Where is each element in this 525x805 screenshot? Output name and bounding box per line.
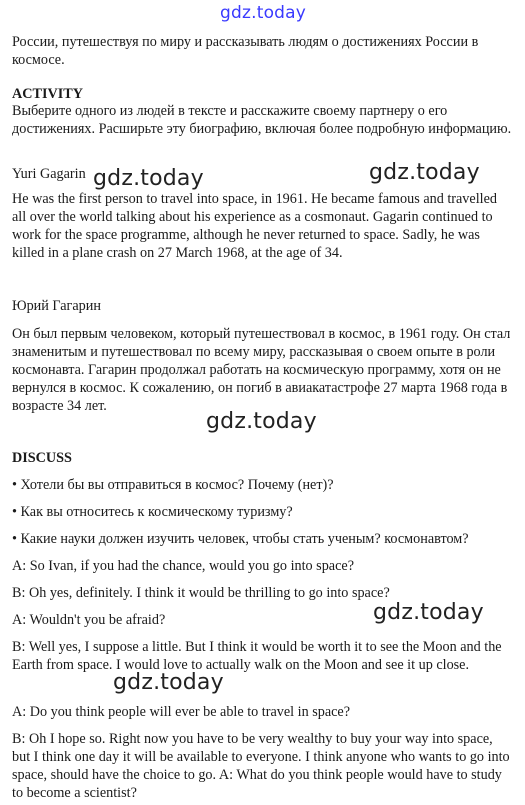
dialogue-line: B: Oh I hope so. Right now you have to be very wealthy to buy your way into space, but I think one day it will be available to everyone. I think anyone who wants to go into space, should have the choice to go. A: What do you think people would have to study to become a scientist? [12,731,510,801]
watermark: gdz.today [369,160,480,185]
watermark-top: gdz.today [220,3,307,23]
discuss-question: • Хотели бы вы отправиться в космос? Почему (нет)? [12,477,334,493]
intro-paragraph: России, путешествуя по миру и рассказывать людям о достижениях России в космосе. [12,34,479,68]
watermark: gdz.today [373,600,484,625]
dialogue-line: B: Oh yes, definitely. I think it would be thrilling to go into space? [12,585,390,601]
activity-task: Выберите одного из людей в тексте и расскажите своему партнеру о его достижениях. Расширьте эту биографию, включая более подробную информацию. [12,103,512,137]
discuss-question: • Какие науки должен изучить человек, чтобы стать ученым? космонавтом? [12,531,469,547]
dialogue-line: A: Do you think people will ever be able to travel in space? [12,704,351,720]
watermark: gdz.today [113,670,224,695]
gagarin-ru-text: Он был первым человеком, который путешествовал в космос, в 1961 году. Он стал знаменитым и путешествовал по всему миру, рассказывая о своем опыте в роли космонавта. Гагарин продолжал работать на космическую программу, хотя он не вернулся в космос. К сожалению, он погиб в авиакатастрофе 27 марта 1968 года в возрасте 34 лет. [12,326,511,414]
watermark: gdz.today [93,166,204,191]
discuss-heading: DISCUSS [12,450,72,466]
discuss-question: • Как вы относитесь к космическому туризму? [12,504,293,520]
dialogue-line: A: Wouldn't you be afraid? [12,612,166,628]
gagarin-en-text: He was the first person to travel into space, in 1961. He became famous and travelled all over the world talking about his experience as a cosmonaut. Gagarin continued to work for the space programme, although he never returned to space. Sadly, he was killed in a plane crash on 27 March 1968, at the age of 34. [12,191,497,261]
watermark: gdz.today [206,409,317,434]
dialogue-line: B: Well yes, I suppose a little. But I think it would be worth it to see the Moon and the Earth from space. I would love to actually walk on the Moon and see it up close. [12,639,502,673]
gagarin-ru-name: Юрий Гагарин [12,298,101,314]
activity-heading: ACTIVITY [12,86,83,102]
gagarin-en-name: Yuri Gagarin [12,166,86,182]
dialogue-line: A: So Ivan, if you had the chance, would you go into space? [12,558,354,574]
